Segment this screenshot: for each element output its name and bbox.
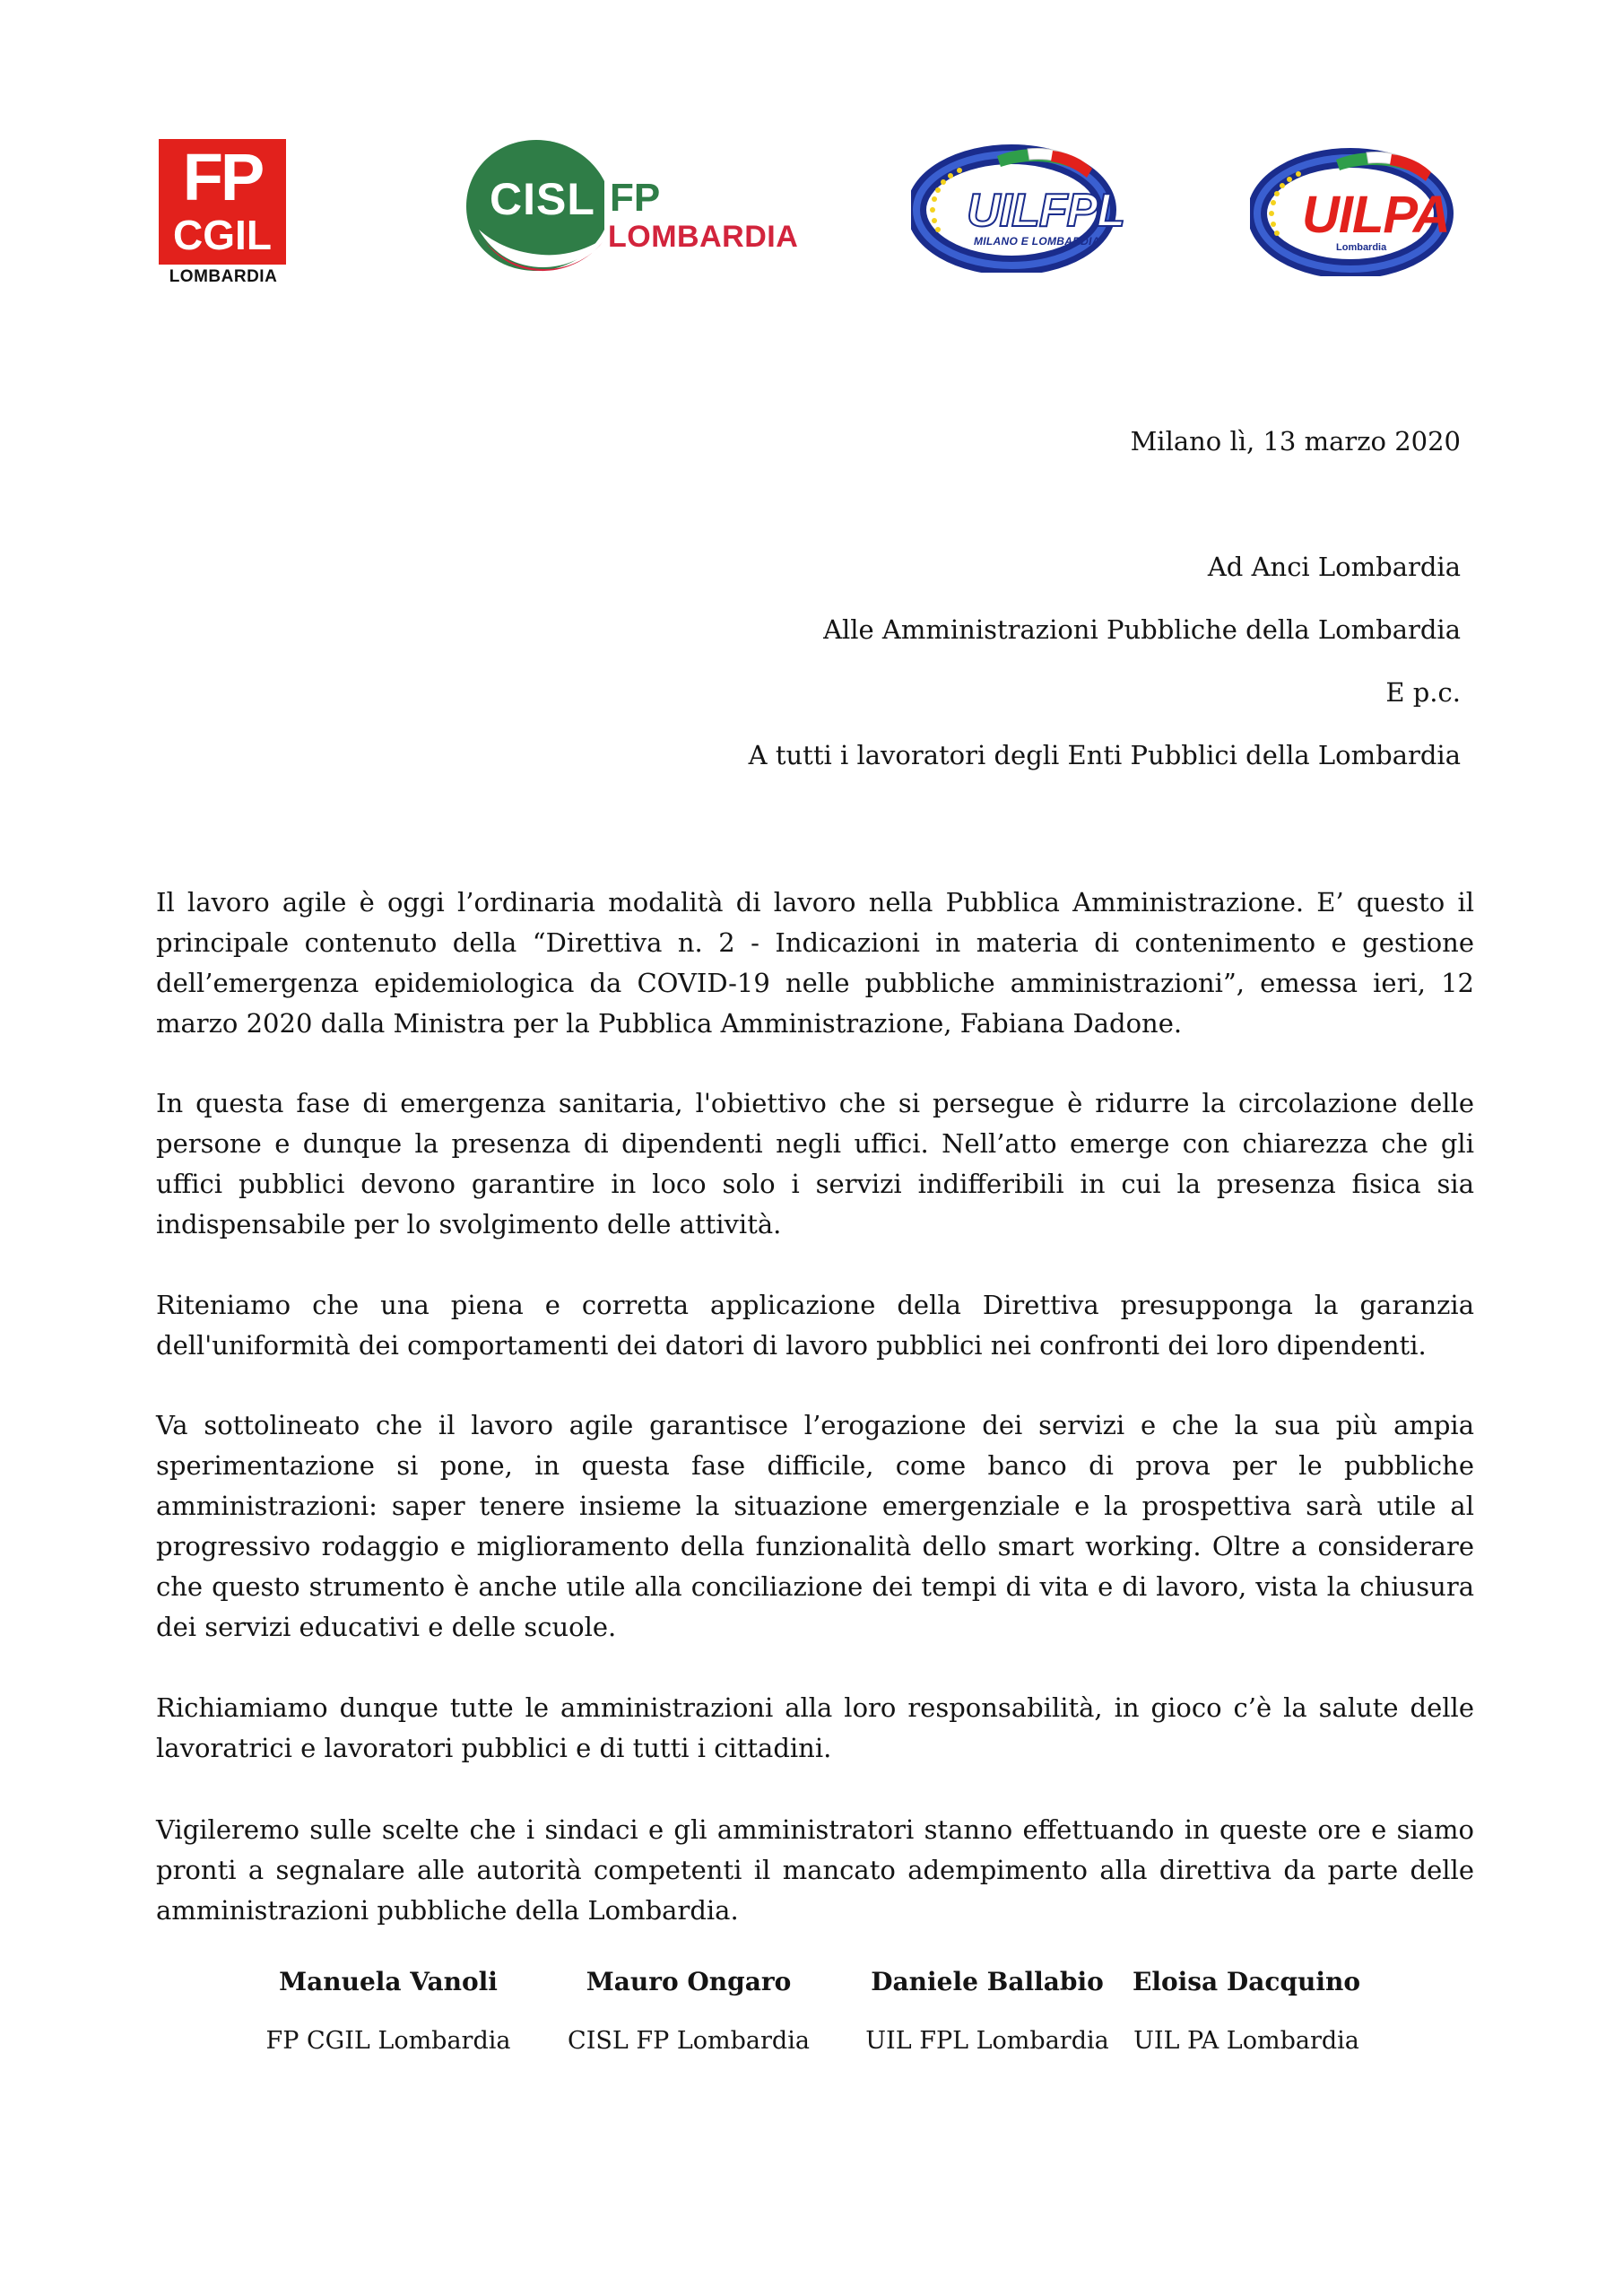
fp-cgil-logo-region: LOMBARDIA <box>169 267 278 286</box>
uil-fpl-logo-text: UILFPL <box>967 185 1124 237</box>
uil-pa-logo <box>1250 142 1465 276</box>
signatory-name: Mauro Ongaro <box>586 1967 792 1996</box>
recipient-line: A tutti i lavoratori degli Enti Pubblici della Lombardia <box>748 740 1461 770</box>
recipient-line: Alle Amministrazioni Pubbliche della Lombardia <box>823 614 1461 645</box>
uil-fpl-logo <box>911 140 1124 273</box>
signatory-name: Manuela Vanoli <box>279 1967 498 1996</box>
body-paragraph: Riteniamo che una piena e corretta applicazione della Direttiva presupponga la garanzia dell'uniformità dei comportamenti dei datori di lavoro pubblici nei confronti dei loro dipendenti. <box>156 1290 1474 1361</box>
signatory-organization: FP CGIL Lombardia <box>265 2027 511 2055</box>
body-paragraph: Richiamiamo dunque tutte le amministrazioni alla loro responsabilità, in gioco c’è la salute delle lavoratrici e lavoratori pubblici e di tutti i cittadini. <box>156 1692 1474 1763</box>
signatory-organization: UIL FPL Lombardia <box>865 2027 1109 2055</box>
cisl-fp-logo <box>466 136 811 273</box>
signature-block <box>844 1966 1131 2057</box>
recipient-line: Ad Anci Lombardia <box>1207 552 1461 582</box>
letter-date: Milano lì, 13 marzo 2020 <box>1130 426 1461 457</box>
signature-block <box>1103 1966 1390 2057</box>
signatory-name: Eloisa Dacquino <box>1132 1967 1361 1996</box>
cisl-fp-logo-region: LOMBARDIA <box>608 220 799 254</box>
cisl-fp-logo-fp: FP <box>610 176 661 220</box>
signature-block <box>545 1966 832 2057</box>
fp-cgil-logo-fp: FP <box>182 140 263 214</box>
signatory-name: Daniele Ballabio <box>871 1967 1104 1996</box>
signatory-organization: UIL PA Lombardia <box>1133 2027 1359 2055</box>
signature-block <box>245 1966 532 2057</box>
fp-cgil-logo <box>159 139 288 288</box>
body-paragraph: Va sottolineato che il lavoro agile garantisce l’erogazione dei servizi e che la sua più ampia sperimentazione si pone, in questa fase difficile, come banco di prova per le pubbliche amministrazioni: saper tenere insieme la situazione emergenziale e la prospettiva sarà utile al progressivo rodaggio e miglioramento della funzionalità dello smart working. Oltre a considerare che questo strumento è anche utile alla conciliazione dei tempi di vita e di lavoro, vista la chiusura dei servizi educativi e delle scuole. <box>156 1410 1474 1642</box>
uil-fpl-logo-subtext: MILANO E LOMBARDIA <box>974 235 1100 248</box>
uil-pa-logo-text: UILPA <box>1302 186 1450 244</box>
body-paragraph: Vigileremo sulle scelte che i sindaci e gli amministratori stanno effettuando in queste ore e siamo pronti a segnalare alle autorità competenti il mancato adempimento alla direttiva da parte delle amministrazioni pubbliche della Lombardia. <box>156 1814 1474 1926</box>
signatory-organization: CISL FP Lombardia <box>568 2027 810 2055</box>
uil-pa-logo-subtext: Lombardia <box>1336 242 1387 253</box>
body-paragraph: Il lavoro agile è oggi l’ordinaria modalità di lavoro nella Pubblica Amministrazione. E’ questo il principale contenuto della “Direttiva n. 2 - Indicazioni in materia di contenimento e gestione dell’emergenza epidemiologica da COVID-19 nelle pubbliche amministrazioni”, emessa ieri, 12 marzo 2020 dalla Ministra per la Pubblica Amministrazione, Fabiana Dadone. <box>156 887 1474 1039</box>
fp-cgil-logo-cgil: CGIL <box>173 212 272 258</box>
body-paragraph: In questa fase di emergenza sanitaria, l'obiettivo che si persegue è ridurre la circolazione delle persone e dunque la presenza di dipendenti negli uffici. Nell’atto emerge con chiarezza che gli uffici pubblici devono garantire in loco solo i servizi indifferibili in cui la presenza fisica sia indispensabile per lo svolgimento delle attività. <box>156 1088 1474 1239</box>
recipient-line: E p.c. <box>1385 677 1461 708</box>
cisl-fp-logo-cisl: CISL <box>490 174 595 224</box>
